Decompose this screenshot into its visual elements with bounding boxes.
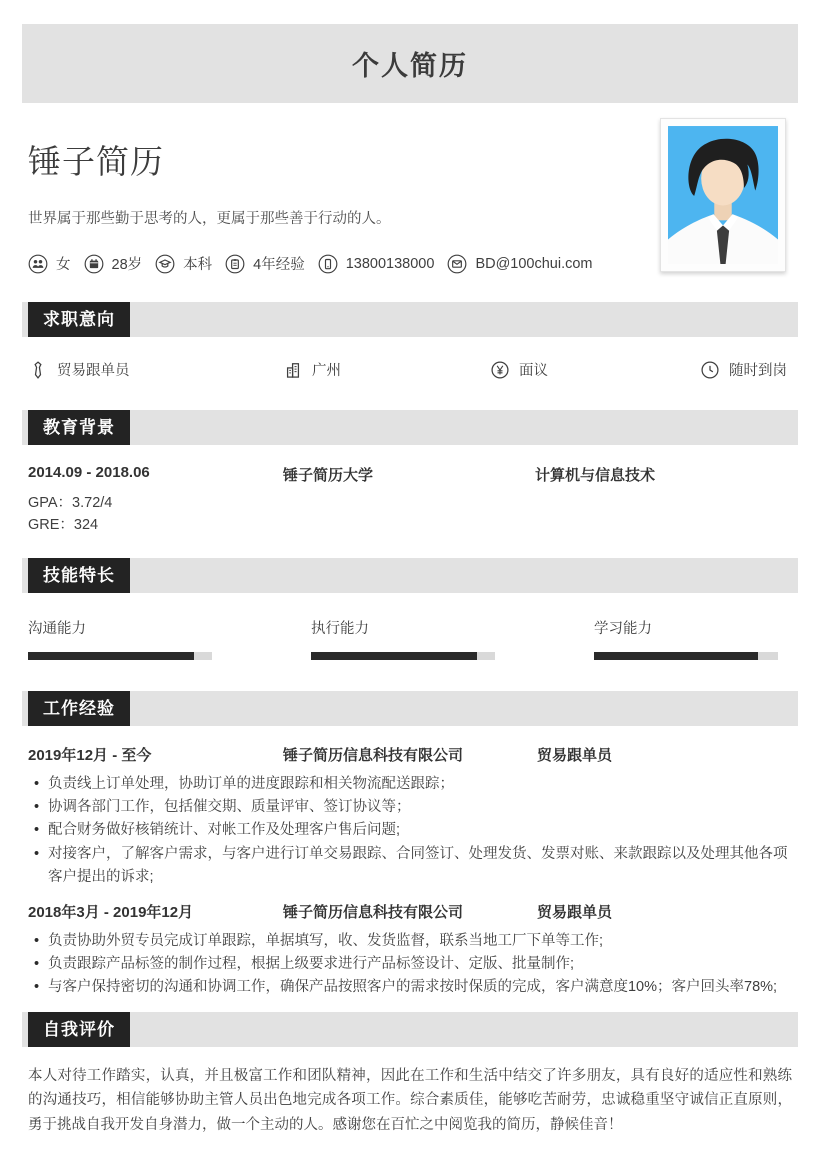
job-bullet-list [28, 773, 792, 889]
contact-age-label: 28岁 [111, 257, 143, 273]
phone-icon [318, 254, 338, 274]
section-bar-skills [22, 558, 798, 593]
skill-progress-track [28, 652, 212, 660]
job-bullet: • 与客户保持密切的沟通和协调工作，确保产品按照客户的需求按时保质的完成，客户满意度10%；客户回头率78%; [28, 976, 792, 999]
skill-progress-fill [311, 652, 477, 660]
job-period: 2018年3月 - 2019年12月 [28, 904, 194, 922]
education-details [28, 493, 792, 536]
skill-item [311, 617, 495, 660]
contact-experience [225, 253, 305, 274]
job-bullet: • 对接客户，了解客户需求，与客户进行订单交易跟踪、合同签订、处理发货、发票对账、来款跟踪以及处理其他各项客户提出的诉求; [28, 843, 792, 889]
avatar-illustration [668, 126, 778, 264]
job-role: 贸易跟单员 [537, 904, 613, 922]
job-bullet-list [28, 930, 792, 1000]
skill-progress-fill [28, 652, 194, 660]
intention-arrival [700, 359, 792, 380]
intention-row [28, 359, 792, 380]
skill-progress-fill [594, 652, 758, 660]
job-role: 贸易跟单员 [537, 747, 613, 764]
section-title-evaluation: 自我评价 [28, 1012, 130, 1047]
skill-progress-track [311, 652, 495, 660]
section-title-education: 教育背景 [28, 410, 130, 445]
intention-city-label: 广州 [312, 363, 341, 379]
intention-salary-label: 面议 [519, 363, 548, 379]
candidate-name: 锤子简历 [28, 143, 164, 180]
age-icon [84, 254, 104, 274]
skill-label: 学习能力 [594, 621, 652, 637]
contact-gender-label: 女 [56, 257, 71, 273]
intro-block [28, 103, 628, 274]
job-period: 2019年12月 - 至今 [28, 747, 152, 764]
motto-text: 世界属于那些勤于思考的人，更属于那些善于行动的人。 [28, 211, 391, 227]
intention-salary [490, 359, 700, 380]
skill-label: 执行能力 [311, 621, 369, 637]
section-title-skills: 技能特长 [28, 558, 130, 593]
education-school: 锤子简历大学 [283, 467, 374, 484]
contact-email-label: BD@100chui.com [475, 255, 593, 272]
page-title: 个人简历 [352, 51, 468, 81]
contact-degree [155, 253, 212, 274]
section-bar-intention [22, 302, 798, 337]
education-gre: GRE：324 [28, 517, 99, 533]
section-bar-experience [22, 691, 798, 726]
contact-degree-label: 本科 [183, 257, 213, 273]
contact-email [447, 254, 592, 274]
job-entry-header [28, 744, 792, 765]
education-entry [28, 464, 792, 485]
contact-phone-label: 13800138000 [345, 255, 435, 272]
section-title-experience: 工作经验 [28, 691, 130, 726]
section-bar-evaluation [22, 1012, 798, 1047]
job-entry-header [28, 901, 792, 922]
skill-progress-track [594, 652, 778, 660]
id-photo [660, 118, 786, 272]
job-bullet: • 负责协助外贸专员完成订单跟踪，单据填写，收、发货监督，联系当地工厂下单等工作; [28, 930, 792, 953]
email-icon [447, 254, 467, 274]
page-title-bar [22, 24, 798, 103]
section-bar-education [22, 410, 798, 445]
skill-label: 沟通能力 [28, 621, 86, 637]
intention-job [28, 359, 283, 380]
job-bullet: • 配合财务做好核销统计、对帐工作及处理客户售后问题; [28, 819, 792, 842]
education-period: 2014.09 - 2018.06 [28, 464, 150, 481]
intention-arrival-label: 随时到岗 [729, 363, 787, 379]
intention-city [283, 359, 490, 380]
job-company: 锤子简历信息科技有限公司 [283, 747, 464, 764]
section-title-intention: 求职意向 [28, 302, 130, 337]
skill-item [28, 617, 212, 660]
yen-icon [490, 360, 510, 380]
intention-job-label: 贸易跟单员 [57, 363, 130, 379]
job-bullet: • 协调各部门工作，包括催交期、质量评审、签订协议等； [28, 796, 792, 819]
experience-icon [225, 254, 245, 274]
education-major: 计算机与信息技术 [535, 467, 656, 484]
job-bullet: • 负责跟踪产品标签的制作过程，根据上级要求进行产品标签设计、定版、批量制作; [28, 953, 792, 976]
self-evaluation-text: 本人对待工作踏实，认真，并且极富工作和团队精神，因此在工作和生活中结交了许多朋友，具有良好的适应性和熟练的沟通技巧，相信能够协助主管人员出色地完成各项工作。综合素质佳，能够吃苦耐劳，忠诚稳重坚守诚信正直原则，勇于挑战自我开发自身潜力，做一个主动的人。感谢您在百忙之中阅览我的简历，静候佳音！ [28, 1067, 792, 1133]
clock-icon [700, 360, 720, 380]
contact-gender [28, 253, 71, 274]
skill-item [594, 617, 778, 660]
building-icon [283, 360, 303, 380]
gender-icon [28, 254, 48, 274]
contact-phone [318, 254, 435, 274]
job-company: 锤子简历信息科技有限公司 [283, 904, 464, 922]
contact-age [84, 253, 143, 274]
necktie-icon [28, 360, 48, 380]
skills-grid [28, 617, 792, 660]
contact-experience-label: 4年经验 [253, 257, 305, 273]
contact-row [28, 253, 628, 274]
job-bullet: • 负责线上订单处理，协助订单的进度跟踪和相关物流配送跟踪； [28, 773, 792, 796]
education-gpa: GPA：3.72/4 [28, 495, 113, 511]
degree-icon [155, 254, 175, 274]
